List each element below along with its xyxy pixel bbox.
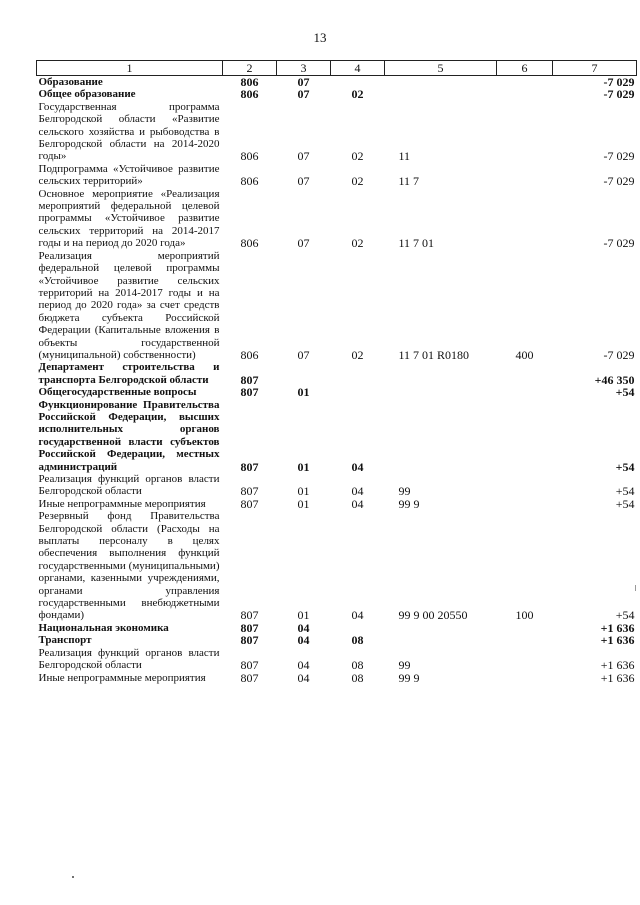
table-row (37, 386, 637, 398)
row-pr (331, 386, 385, 398)
row-name: Общегосударственные вопросы (38, 386, 197, 399)
row-name: Национальная экономика (38, 621, 169, 634)
header-col-3: 3 (277, 61, 331, 76)
row-name: Резервный фонд Правительства Белгородской области (Расходы на выплаты персоналу в целях обеспечения выполнения функций государственными (муниципальными) органами, казенными учреждениями, органами управления государственными внебюджетными фондами) (38, 510, 220, 622)
row-grbs: 807 (240, 484, 259, 499)
row-vr: 400 (515, 347, 534, 362)
row-name: Подпрограмма «Устойчивое развитие сельских территорий» (38, 162, 220, 188)
row-pr: 04 (351, 484, 364, 499)
row-pr: 04 (351, 459, 364, 474)
row-grbs: 807 (240, 608, 259, 623)
row-pr: 04 (351, 496, 364, 511)
row-name: Образование (38, 76, 103, 88)
row-rz: 04 (297, 658, 310, 673)
row-pr: 08 (351, 670, 364, 685)
row-name: Иные непрограммные мероприятия (38, 671, 206, 684)
row-pr: 02 (351, 174, 364, 189)
header-col-6: 6 (497, 61, 553, 76)
row-csr: 99 9 (398, 496, 420, 511)
row-vr (497, 76, 553, 89)
table-row (37, 163, 637, 188)
row-rz: 04 (297, 633, 310, 648)
row-sum: -7 029 (603, 174, 635, 189)
row-vr (497, 386, 553, 398)
header-col-2: 2 (223, 61, 277, 76)
row-name: Департамент строительства и транспорта Белгородской области (38, 361, 220, 386)
row-grbs: 806 (240, 87, 259, 102)
table-row (37, 88, 637, 100)
table-row (37, 498, 637, 510)
scan-speck (72, 876, 74, 878)
row-rz: 07 (297, 236, 310, 251)
row-csr: 99 (398, 484, 411, 499)
row-csr: 99 9 (398, 670, 420, 685)
row-pr: 02 (351, 347, 364, 362)
row-grbs: 807 (240, 496, 259, 511)
row-grbs: 806 (240, 236, 259, 251)
row-csr: 11 (398, 149, 411, 164)
row-rz: 01 (297, 608, 310, 623)
table-row (37, 622, 637, 634)
row-rz: 04 (297, 670, 310, 685)
row-name: Реализация функций органов власти Белгородской области (38, 473, 220, 498)
row-name: Реализация функций органов власти Белгородской области (38, 646, 220, 672)
row-name: Общее образование (38, 88, 136, 101)
row-csr: 99 (398, 658, 411, 673)
page-number: 13 (313, 30, 327, 45)
row-sum: -7 029 (603, 149, 635, 164)
row-pr (331, 361, 385, 386)
row-sum: -7 029 (603, 87, 635, 102)
row-rz (277, 361, 331, 386)
row-vr (497, 473, 553, 498)
row-sum: +1 636 (600, 658, 635, 673)
row-vr (497, 399, 553, 473)
row-rz: 07 (297, 347, 310, 362)
row-grbs: 807 (240, 633, 259, 648)
row-csr: 11 7 01 R0180 (398, 347, 470, 362)
row-grbs: 806 (240, 174, 259, 189)
table-row (37, 634, 637, 646)
row-csr: 99 9 00 20550 (398, 608, 468, 623)
row-vr (497, 622, 553, 634)
table-row (37, 361, 637, 386)
table-row (37, 672, 637, 684)
scan-edge-mark (635, 585, 636, 591)
row-grbs: 807 (240, 385, 259, 400)
row-rz: 01 (297, 484, 310, 499)
row-sum: +1 636 (600, 620, 635, 635)
row-grbs: 806 (240, 149, 259, 164)
row-csr (385, 399, 497, 473)
row-vr (497, 88, 553, 100)
row-vr (497, 163, 553, 188)
table-row (37, 510, 637, 622)
row-sum: +1 636 (600, 670, 635, 685)
table-row (37, 250, 637, 362)
row-pr: 02 (351, 87, 364, 102)
row-sum: +54 (615, 459, 635, 474)
table-row (37, 101, 637, 163)
row-name: Реализация мероприятий федеральной целевой программы «Устойчивое развитие сельских территорий на 2014-2017 годы и на период до 2020 года» за счет средств бюджета субъекта Российской Федерации (Капитальные вложения в объекты государственной (муниципальной) собственности) (38, 249, 220, 361)
row-pr: 08 (351, 658, 364, 673)
budget-table (36, 60, 637, 684)
row-vr (497, 634, 553, 646)
header-col-7: 7 (553, 61, 637, 76)
row-sum: -7 029 (603, 347, 635, 362)
row-rz: 04 (297, 620, 310, 635)
row-grbs: 807 (240, 459, 259, 474)
row-rz: 07 (297, 87, 310, 102)
row-grbs: 807 (240, 372, 259, 387)
row-pr: 02 (351, 236, 364, 251)
row-rz: 01 (297, 496, 310, 511)
row-csr: 11 7 (398, 174, 420, 189)
row-csr (385, 386, 497, 398)
row-name: Функционирование Правительства Российской Федерации, высших исполнительных органов государственной власти субъектов Российской Федерации, местных администраций (38, 398, 220, 473)
table-row (37, 473, 637, 498)
row-name: Государственная программа Белгородской области «Развитие сельского хозяйства и рыбоводства в Белгородской области на 2014-2020 годы» (38, 100, 220, 163)
header-col-4: 4 (331, 61, 385, 76)
row-vr (497, 361, 553, 386)
row-sum: +54 (615, 385, 635, 400)
row-sum: +54 (615, 608, 635, 623)
table-body (37, 76, 637, 684)
header-col-1: 1 (37, 61, 223, 76)
row-grbs: 807 (240, 670, 259, 685)
row-vr (497, 188, 553, 250)
table-row (37, 188, 637, 250)
row-vr (497, 101, 553, 163)
row-rz: 07 (297, 174, 310, 189)
row-grbs: 806 (240, 347, 259, 362)
table-row (37, 647, 637, 672)
row-csr (385, 76, 497, 89)
row-grbs: 807 (240, 620, 259, 635)
row-pr: 02 (351, 149, 364, 164)
row-csr (385, 634, 497, 646)
row-csr (385, 622, 497, 634)
row-grbs: 807 (240, 658, 259, 673)
row-grbs: 806 (240, 75, 259, 89)
row-sum: -7 029 (603, 236, 635, 251)
row-csr (385, 88, 497, 100)
row-pr: 04 (351, 608, 364, 623)
row-vr (497, 647, 553, 672)
header-row (37, 61, 637, 76)
row-vr (497, 672, 553, 684)
row-vr (497, 498, 553, 510)
row-vr: 100 (515, 608, 534, 623)
row-sum: +54 (615, 496, 635, 511)
table-row (37, 399, 637, 473)
row-rz: 01 (297, 385, 310, 400)
row-csr: 11 7 01 (398, 236, 435, 251)
row-rz: 01 (297, 459, 310, 474)
row-sum: +46 350 (594, 372, 635, 387)
row-rz: 07 (297, 75, 310, 89)
header-col-5: 5 (385, 61, 497, 76)
row-pr: 08 (351, 633, 364, 648)
row-rz: 07 (297, 149, 310, 164)
row-name: Транспорт (38, 634, 92, 647)
row-sum: -7 029 (603, 75, 635, 89)
row-csr (385, 361, 497, 386)
row-sum: +54 (615, 484, 635, 499)
row-name: Иные непрограммные мероприятия (38, 497, 206, 510)
table-header (37, 61, 637, 76)
table-row (37, 76, 637, 89)
row-sum: +1 636 (600, 633, 635, 648)
row-name: Основное мероприятие «Реализация мероприятий федеральной целевой программы «Устойчивое развитие сельских территорий на 2014-2017 годы и на период до 2020 года» (38, 187, 220, 250)
